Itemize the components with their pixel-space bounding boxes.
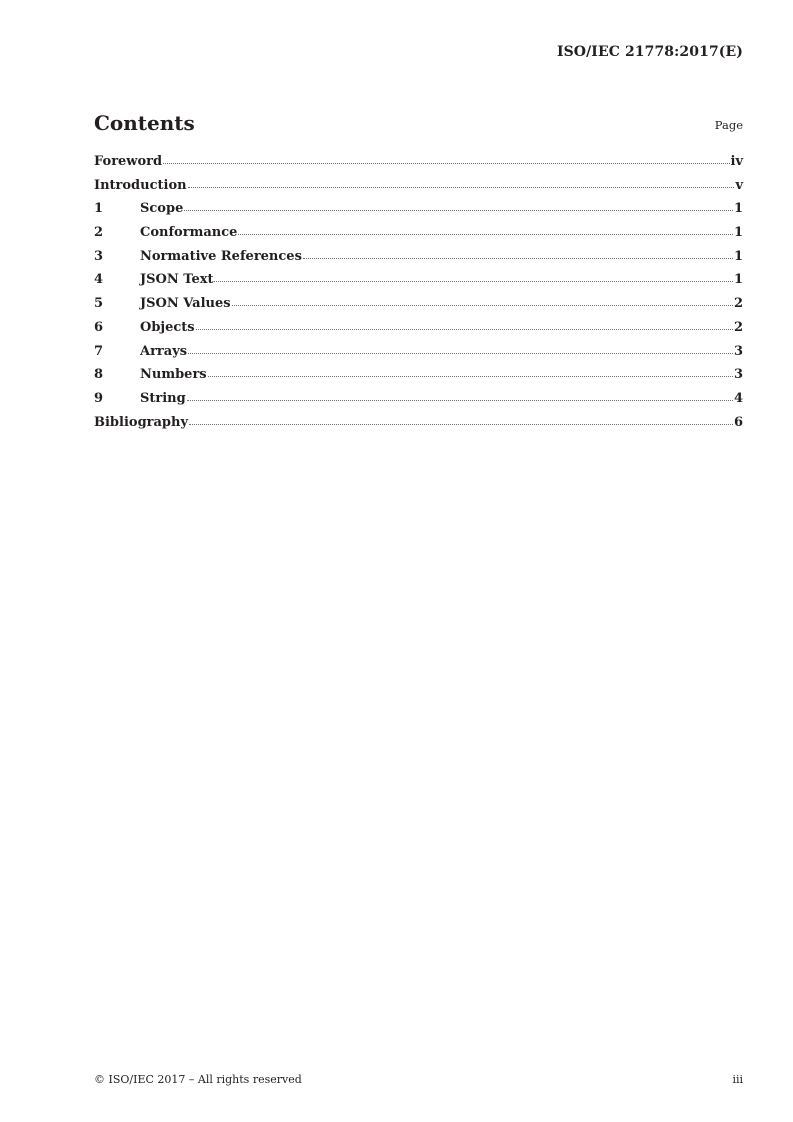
- toc-entry-page: 1: [733, 248, 743, 264]
- table-of-contents: [94, 154, 743, 438]
- toc-entry-objects[interactable]: [94, 320, 743, 344]
- toc-entry-label: JSON Values: [140, 296, 231, 312]
- toc-dot-leader: [303, 258, 733, 259]
- toc-entry-page: 3: [733, 367, 743, 383]
- toc-entry-label: Foreword: [94, 154, 163, 169]
- toc-entry-label: Objects: [140, 319, 195, 335]
- toc-entry-page: 2: [733, 319, 743, 335]
- toc-entry-page: 3: [733, 343, 743, 359]
- toc-entry-number: 7: [94, 343, 104, 359]
- toc-entry-label: Arrays: [140, 343, 188, 359]
- toc-entry-label: Scope: [140, 201, 184, 217]
- toc-dot-leader: [187, 400, 733, 401]
- toc-entry-label: Normative References: [140, 248, 302, 264]
- toc-entry-number: 8: [94, 367, 104, 383]
- toc-entry-page: 6: [733, 414, 743, 430]
- toc-entry-normative-references[interactable]: [94, 249, 743, 273]
- copyright-notice: © ISO/IEC 2017 – All rights reserved: [94, 1073, 302, 1086]
- toc-entry-page: iv: [730, 154, 743, 169]
- toc-entry-introduction[interactable]: [94, 178, 743, 202]
- page-footer: [94, 1073, 743, 1089]
- toc-entry-label: String: [140, 390, 186, 406]
- toc-entry-string[interactable]: [94, 391, 743, 415]
- toc-entry-conformance[interactable]: [94, 225, 743, 249]
- toc-entry-label: Introduction: [94, 177, 187, 193]
- toc-dot-leader: [196, 329, 733, 330]
- toc-entry-label: JSON Text: [140, 272, 214, 288]
- toc-dot-leader: [238, 234, 733, 235]
- toc-entry-number: 6: [94, 319, 104, 335]
- toc-entry-json-text[interactable]: [94, 272, 743, 296]
- toc-dot-leader: [188, 353, 733, 354]
- toc-dot-leader: [214, 281, 732, 282]
- toc-entry-page: 4: [733, 390, 743, 406]
- toc-entry-label: Bibliography: [94, 414, 189, 430]
- document-id: ISO/IEC 21778:2017(E): [556, 44, 743, 60]
- toc-dot-leader: [188, 187, 735, 188]
- toc-entry-page: 2: [733, 296, 743, 312]
- toc-entry-number: 4: [94, 272, 104, 288]
- toc-dot-leader: [163, 163, 729, 164]
- toc-dot-leader: [189, 424, 733, 425]
- toc-entry-page: 1: [733, 201, 743, 217]
- toc-entry-numbers[interactable]: [94, 367, 743, 391]
- toc-dot-leader: [232, 305, 733, 306]
- toc-entry-number: 1: [94, 201, 104, 217]
- toc-entry-json-values[interactable]: [94, 296, 743, 320]
- page-number: iii: [732, 1073, 743, 1086]
- toc-entry-number: 9: [94, 390, 104, 406]
- toc-entry-page: 1: [733, 225, 743, 241]
- toc-entry-label: Conformance: [140, 225, 238, 241]
- toc-entry-page: v: [735, 177, 743, 193]
- toc-entry-bibliography[interactable]: [94, 415, 743, 439]
- toc-entry-number: 2: [94, 225, 104, 241]
- toc-page-column-label: Page: [714, 118, 743, 132]
- toc-entry-foreword[interactable]: [94, 154, 743, 178]
- toc-dot-leader: [184, 210, 733, 211]
- toc-dot-leader: [208, 376, 733, 377]
- toc-entry-scope[interactable]: [94, 201, 743, 225]
- toc-entry-number: 3: [94, 248, 104, 264]
- toc-entry-page: 1: [733, 272, 743, 288]
- toc-entry-arrays[interactable]: [94, 344, 743, 368]
- toc-title: Contents: [94, 111, 195, 135]
- toc-entry-label: Numbers: [140, 367, 207, 383]
- toc-entry-number: 5: [94, 296, 104, 312]
- toc-heading: [94, 111, 743, 137]
